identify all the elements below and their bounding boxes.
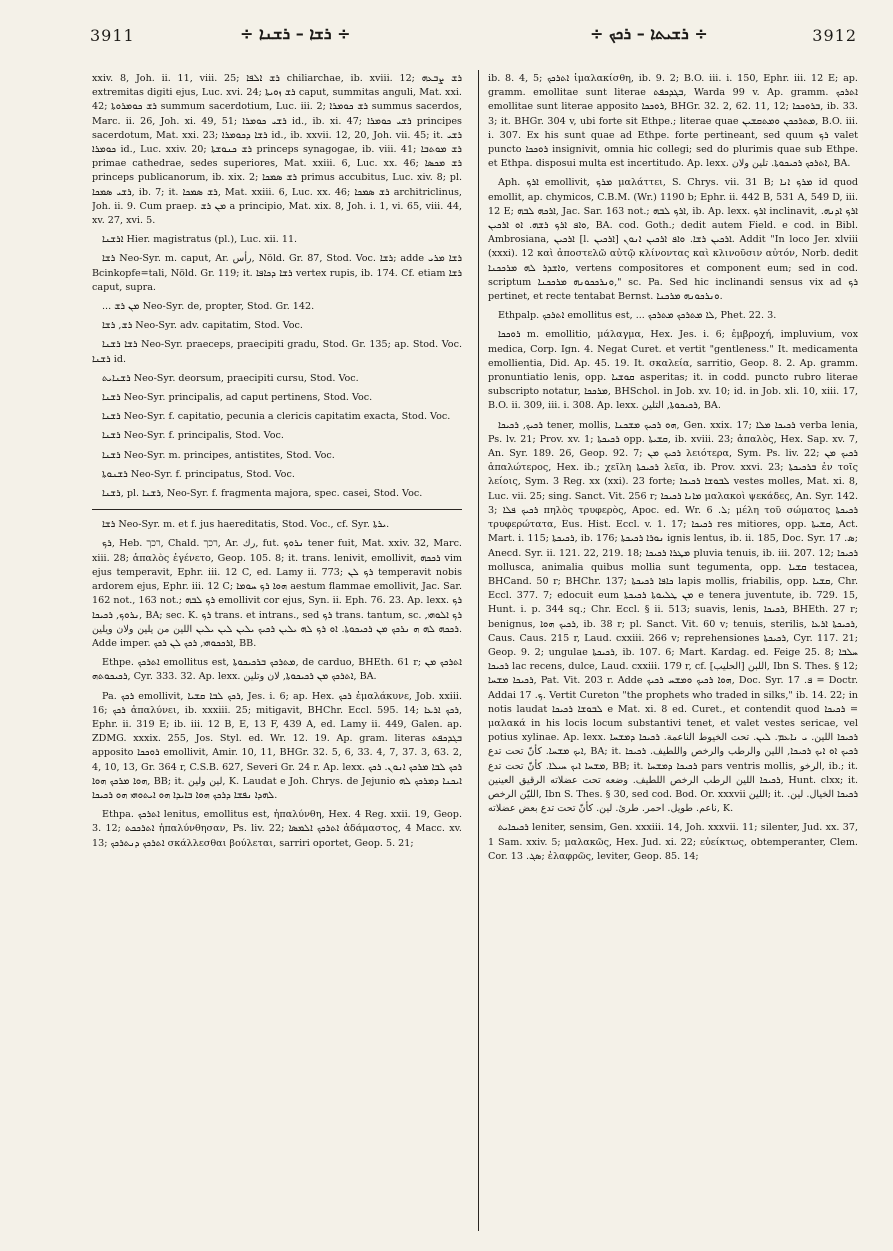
left-column bbox=[92, 72, 462, 1231]
dictionary-entry: ib. 8. 4, 5; ܐܬܪܟܟ ἱμαλακίσθη, ib. 9. 2; B.O. iii. i. 150, Ephr. iii. 12 E; ap. gramm. emollitae sunt literae ܒܓܕܟܦܬ, Warda 99 v. Ap. gramm. ܐܬܪܟܟ emollitae sunt literae apposito ܪܘܟܟܐ, BHGr. 32. 2, 62. 11, 12; ܒܪܘܟܟܐ, ib. 33. 3; it. BHGr. 304 v, ubi forte sit Ethpe.; literae quae ܡܬܪܟܟܢ ܘܡܬܩܫܝܢ, B.O. iii. i. 307. Ex his sunt quae ad Ethpe. forte pertineant, sed quum ܪܟ valet puncto ܪܘܟܟܐ insignivit, omnia hic collegi; sed do plurimis quae sub Ethpe. et Ethpa. disposui multa est incertitudo. Ap. lexx. ܐܬܪܟܟ ܪܟܝܟܘܬܐ. تلين ولان, BA. bbox=[488, 73, 858, 170]
dictionary-entry: ܪܟ, Heb. רכך, Chald. רכך, Ar. رك, fut. ܢܪܘܟ tener fuit, Mat. xxiv. 32, Marc. xiii. 28; ἁπαλὸς ἐγένετο, Geop. 105. 8; it. trans. lenivit, emollivit, ܪܟܟܗ vim ejus temperavit, Ephr. iii. 12 C, ed. Lamy ii. 773; ܪܟ ܠܢ temperavit nobis ardorem ejus, Ephr. iii. 12 C; ܗܘܐ ܪܟ ܚܘܡܐ aestum flammae emollivit, Jac. Sar. 162 not., 163 not.; ܪܟ ܠܒܗ emollivit cor ejus, Syn. ii. Eph. 76. 23. Ap. lexx. ܪܟ ܢܪܘܟ, ܪܟܝܟܐ, BA; sec. K. ܪܟ trans. et intrans., sed ܪܟ trans. tantum, sc. ܪܟ ܐܠܘܗܝ, ܪܟܟܗ ܠܗ ܗ ܢܪܟܟ ܡܢ ܪܟܝܟܘܬܐ. ܐܘ ܪܟ ܠܗ ܝܠܝܢ ܪܟܝܟ ܝܠܝܢ ܠܝܢ ܝܠܝܢ اللين من يلين ولان ويلين. Adde imper. ܐܪܟܟܘܗܝ, ܪܟܟ ܠܢ ܪܟܟ, BB. bbox=[92, 538, 462, 649]
dictionary-entry: Ethpe. ܐܬܪܟܟ emollitus est, ܡܬܪܟܟ ܒܪܟܝܟܘܬܐ, de carduo, BHEth. 61 r; ܐܬܪܟܟ ܡܢ ܪܟܝܟܘܬܗ, Cyr. 333. 32. Ap. lexx. ܐܬܪܟܟ ܡܢ ܪܟܝܟܘܬܐ, لان وتلين, BA. bbox=[92, 657, 462, 683]
dictionary-entry: ܪܟܝܟܐܝܬ leniter, sensim, Gen. xxxiii. 14, Joh. xxxvii. 11; silenter, Jud. xx. 37, 1 Sam. xxiv. 5; μαλακῶς, Hex. Jud. xi. 22; εὐείκτως, obtemperanter, Clem. Cor. ܣܓ. 13; ἐλαφρῶς, leviter, Geop. 85. 14; bbox=[488, 822, 858, 862]
right-page-number: 3912 bbox=[812, 26, 857, 45]
left-running-head: ÷ ܪܫܐ – ܪܫܢܐ ÷ bbox=[240, 24, 351, 43]
dictionary-entry: ... ܡܢ ܪܫ Neo-Syr. de, propter, Stod. Gr. 142. bbox=[102, 301, 315, 313]
page-header bbox=[90, 18, 857, 58]
dictionary-entry: ܪܫܐ Neo-Syr. m. et f. jus haereditatis, Stod. Voc., cf. Syr. ܝܪܬܐ. bbox=[102, 519, 390, 531]
left-page-number: 3911 bbox=[90, 26, 135, 45]
dictionary-entry: ܪܫܢܐ, pl. ܪܫܢܐ, Neo-Syr. f. fragmenta majora, spec. casei, Stod. Voc. bbox=[102, 488, 423, 500]
dictionary-entry: Aph. ܐܪܟ emollivit, ܡܪܟ μαλάττει, S. Chrys. vii. 31 B; ܡܪܟ ܐܢܐ id quod emollit, ap. chymicos, C.B.M. (Wr.) 1190 b; Ephr. ii. 442 B, 531 A, 549 D, iii. 12 E; ܐܪܟܗ ܠܒܗ, Jac. Sar. 163 not.; ܐܪܟ ܠܒܗ, ib. Ap. lexx. ܐܪܟ inclinavit, ܐܪܟ ܐܕܢܗ. ܘܐܦ ܐܪܟ ܪܫܗ. ܐܘ ܐܪܟܝܢ, BA. cod. Goth.; dedit autem Field. e cod. in Bibl. Ambrosiana, ܐܪܟܝܢ [l. ܐܪܟܝܢ] ܐܪܟܝܢ ܪܫܐ. ܘܐܦ ܐܪܟܝܢ ܐܢܘܢ. Addit "In loco Jer. xlviii (xxxi). 12 καὶ ἀποστελῶ αὐτῷ κλίνοντας καὶ κλινοῦσιν αὐτόν, Norb. dedit ܘܐܫܕܪ ܠܗ ܡܪܟܟܢܐ, vertens compositores et component eum; sed in cod. scriptum ܘܢܪܟܟܘܢܗ ܡܪܟܟܢܐ," sc. Pa. Sed hic inclinandi sensus vix ad ܪܟ pertinet, et recte tentabat Bernst. ܘܢܪܟܘܢܗ ܡܪܟܢܐ. bbox=[488, 177, 858, 303]
right-running-head: ÷ ܪܫܝܬܐ – ܪܟܟ ÷ bbox=[590, 24, 708, 43]
dictionary-entry: ܪܘܟܟܐ m. emollitio, μάλαγμα, Hex. Jes. i. 6; ἐμβροχή, impluvium, vox medica, Corp. Ign. 4. Negat Curet. et vertit "gentleness." It. medicamenta emollientia, Did. Ap. 45. 19. It. σκαλεία, sarritio, Geop. 8. 2. Ap. gramm. pronuntiatio lenis, opp. ܩܘܫܝܐ asperitas; it. in codd. puncto rubro literae subscripto notatur, ܡܪܟܟܐ, BHSchol. in Job. xv. 10; id. in Job. xli. 10, xiii. 17, B.O. ii. 309, iii. i. 308. Ap. lexx. ܪܟܝܟܘܬܐ, التلين, BA. bbox=[488, 329, 858, 412]
dictionary-entry: ܪܟܝܟ, ܪܟܝܟܐ tener, mollis, ܗܘ ܪܟܝܟ ܡܫܟܢܐ, Gen. xxix. 17; ܪܟܝܟܐ ܡܠܐ verba lenia, Ps. lv. 21; Prov. xv. 1; ܪܟܝܟܬܐ opp. ܩܫܝܬܐ, ib. xviii. 23; ἁπαλὸς, Hex. Sap. xv. 7, An. Syr. 189. 26, Geop. 92. 7; ܪܟܝܟ ܡܢ λειότερα, Sym. Ps. liv. 22; ܪܟܝܟ ܡܢ ἁπαλώτερος, Hex. ib.; χεῖλη ܪܟܝܟܬܐ λεῖα, ib. Prov. xxvi. 23; ܒܪܟܝܟܬܐ ἐν τοῖς λείοις, Sym. 3 Reg. xx (xxi). 23 forte; ܠܒܘܫܐ ܪܟܝܟܐ vestes molles, Mat. xi. 8, Luc. vii. 25; sing. Sanct. Vit. 256 r; ܡܐܢܐ ܪܟܝܟܐ μαλακοὶ ψεκάδες, An. Syr. 142. 3; ܪܟܝܟ ܦܠܐ πηλὸς τρυφερὸς, Apoc. ed. Wr. ܠ. 6; μέλη τοῦ σώματος ܪܟܝܟܬܐ τρυφερώτατα, Eus. Hist. Eccl. v. 1. 17; ܪܟܝܟܐ res mitiores, opp. ܩܫܝܬܐ, Act. Mart. i. 115; ܪܟܝܟܬܐ, ib. 176; ܢܘܪܐ ܪܟܝܟܬܐ ignis lentus, ib. ii. 185, Doc. Syr. ܣ. 17; Anecd. Syr. ii. 121. 22, 219. 18; ܡܛܪܐ ܪܟܝܟܐ pluvia tenuis, ib. iii. 207. 12; ܪܟܝܟܐ mollusca, animalia quibus mollia sunt tegumenta, opp. ܩܫܝܐ testacea, BHCand. 50 r; BHChr. 137; ܟܐܦܐ ܪܟܝܟܬܐ lapis mollis, friabilis, opp. ܩܫܝܐ, Chr. Eccl. 377. 7; edocuit eum ܡܢ ܛܠܝܘܬܐ ܪܟܝܟܬܐ e tenera juventute, ib. 729. 15, Hunt. i. p. 344 sq.; Chr. Eccl. § ii. 513; suavis, lenis, ܪܟܝܟܐ, BHEth. 27 r; benignus, ܪܟܝܟ ܗܘܐ, ib. 38 r; pl. Sanct. Vit. 60 v; tenuis, sterilis, ܪܟܝܟܬܐ ܐܪܥܐ, Caus. Caus. 215 r, Laud. cxxiii. 266 v; reprehensiones ܪܟܝܟܬܐ, Cyr. 117. 21; Geop. 9. 2; ungulae ܪܟܝܟܬܐ, ib. 107. 6; Mart. Kardag. ed. Feige 25. 8; ܚܠܒܐ ܪܟܝܟܐ lac recens, dulce, Laud. cxxiii. 179 r, cf. اللبن [الحليب], Ibn S. Thes. § 12; ܪܟܝܟܐ ܡܫܚܐ, Pat. Vit. 203 r. Adde ܗܘܐ ܪܟܝܟ ܘܡܫܚ ܪܟܝܟ, Doc. Syr. ܦ. 17 = Doctr. Addai ܟ. 17. Vertit Cureton "the prophets who traded in silks," ib. 14. 22; in notis laudat ܠܒܘܫܐ ܪܟܝܟܐ e Mat. xi. 8 ed. Curet., et contendit quod ܪܟܝܟܐ = μαλακά in his locis locum substantivi tenet, et valet vestes sericae, vel potius xylinae. Ap. lexx. ܪܟܝܟܐ اللين. ܝ ܢܐܥܡ. ܠܝܢ. تحت الخيوط الناعمة. ܪܟܝܟܐ ܕܡܫܚܐ ܐܝܟ ܡܫܚܐ. كأنّ تحت تدع, BA; it. ܪܟܝܟ ܐܘ ܐܝܟ ܪܟܝܟܐ, اللين والرطب والرخص واللطيف. ܪܟܝܟܐ ܡܫܚܐ ܐܝܟ ܚܝܠܐ. كأنّ تحت تدع, BB; it. ܪܟܝܟܐ ܕܡܫܚܐ pars ventris mollis, الرخو, ib.; it. ܪܟܝܟܐ اللين الرطب الرخص اللطيف. وضعه تحت عضلاته الرقيق العينين, Hunt. clxx; it. الليّن الرخص, Ibn S. Thes. § 30, sed cod. Bod. Or. xxxvii اللين; it. ܪܟܝܟܐ الخيال. لين. ناعم. طويل. احمر. طرئ. لين. كأنّ تحت تدع بعض عضلاته, K. bbox=[488, 419, 858, 815]
dictionary-entry: Ethpa. ܐܬܪܟܟ lenitus, emollitus est, ἠπαλύνθη, Hex. 4 Reg. xxii. 19, Geop. 3. 12; ܐܬܪܟܟܬ ἠπαλύνθησαν, Ps. liv. 22; ܐܬܪܟܟ ܐܠܡܣܐ ἀδάμαστος, 4 Macc. xv. 13; ܐܬܪܟܟ ܕܢܬܪܟܟ σκάλλεσθαι βούλεται, sarriri oportet, Geop. 5. 21; bbox=[92, 809, 462, 849]
dictionary-entry: ܪܫܐ Neo-Syr. m. caput, Ar. رأس, Nöld. Gr. 87, Stod. Voc. ܪܫܐ; adde ܪܫܐ ܡܪܝ Bcinkopfe=tali, Nöld. Gr. 119; it. ܪܫܐ ܕܟܐܦܐ vertex rupis, ib. 174. Cf. etiam ܪܫܐ caput, supra. bbox=[92, 253, 462, 293]
dictionary-entry: ܪܫ, ܪܫܐ Neo-Syr. adv. capitatim, Stod. Voc. bbox=[102, 320, 303, 332]
right-column bbox=[488, 72, 858, 1231]
section-separator bbox=[92, 509, 462, 510]
dictionary-entry: xxiv. 8, Joh. ii. 11, viii. 25; ܪܫ ܐܠܦܐ chiliarchae, ib. xviii. 12; ܪܫ ܨܒܥܗ extremitas digiti ejus, Luc. xvi. 24; ܪܫ ܙܘܝܬܐ caput, summitas anguli, Mat. xxi. 42; ܪܫ ܟܘܡܪܘܬܐ summum sacerdotium, Luc. iii. 2; ܪܫ ܟܘܡܪܐ summus sacerdos, Marc. ii. 26, Joh. xi. 49, 51; ܪܫܝ ܟܘܡܪܐ id., ib. xi. 47; ܪܫܝ ܟܘܡܪܐ principes sacerdotum, Mat. xxi. 23; ܪܫܐ ܕܟܘܡܪܐ id., ib. xxvii. 12, 20, Joh. vii. 45; it. ܪܫܝ ܟܘܡܪܐ id., Luc. xxiv. 20; ܪܫ ܟܢܘܫܬܐ princeps synagogae, ib. viii. 41; ܪܫ ܡܘܬܒܐ primae cathedrae, sedes superiores, Mat. xxiii. 6, Luc. xx. 46; ܪܫ ܡܟܣܐ princeps publicanorum, ib. xix. 2; ܪܫ ܣܡܟܐ primus accubitus, Luc. xiv. 8; pl. ܪܫܝ ܣܡܟܐ, ib. 7; it. ܪܫ ܣܡܟܐ, Mat. xxiii. 6, Luc. xx. 46; ܪܫ ܣܡܟܐ architriclinus, Joh. ii. 9. Cum praep. ܡܢ ܪܫ a principio, Mat. xix. 8, Joh. i. 1, vi. 65, viii. 44, xv. 27, xvi. 5. bbox=[92, 73, 462, 227]
dictionary-entry: ܪܫܢܐ Neo-Syr. principalis, ad caput pertinens, Stod. Voc. bbox=[102, 392, 373, 404]
dictionary-entry: ܪܫܐ ܪܫܢܐ Neo-Syr. praeceps, praecipiti gradu, Stod. Gr. 135; ap. Stod. Voc. ܪܫܢܐ id. bbox=[92, 339, 462, 365]
dictionary-entry: ܪܫܢܐ Neo-Syr. f. principalis, Stod. Voc. bbox=[102, 430, 284, 442]
dictionary-entry: ܪܫܢܘܬܐ Neo-Syr. f. principatus, Stod. Voc. bbox=[102, 468, 295, 480]
dictionary-entry: Ethpalp. ܐܬܪܟܟ emollitus est, ... ܠܐ ܡܬܪܟܟ ܡܬܪܟܟ, Phet. 22. 3. bbox=[498, 310, 777, 322]
dictionary-entry: ܪܫܢܐܝܬ Neo-Syr. deorsum, praecipiti cursu, Stod. Voc. bbox=[102, 372, 359, 384]
dictionary-entry: ܪܫܢܐ Neo-Syr. m. principes, antistites, Stod. Voc. bbox=[102, 449, 335, 461]
dictionary-entry: ܪܫܢܐ Neo-Syr. f. capitatio, pecunia a clericis capitatim exacta, Stod. Voc. bbox=[102, 411, 451, 423]
column-divider bbox=[478, 70, 479, 1231]
dictionary-entry: ܐܪܫܢܐ Hier. magistratus (pl.), Luc. xii. 11. bbox=[102, 234, 298, 246]
dictionary-entry: Pa. ܪܟܟ emollivit, ܪܟܟ ܠܒܐ ܩܫܝܐ, Jes. i. 6; ap. Hex. ܪܟܟ ἐμαλάκυνε, Job. xxiii. 16; ܪܟܟ ἀπαλύνει, ib. xxxiii. 25; mitigavit, BHChr. Eccl. 595. 14; ܪܟܟ ܐܪܥܐ, Ephr. ii. 319 E; ib. iii. 12 B, E, 13 F, 439 A, ed. Lamy ii. 449, Galen. ap. ZDMG. xxxix. 255, Jos. Styl. ed. Wr. 12. 19. Ap. gram. literas ܒܓܕܟܦܬ apposito ܪܘܟܟܐ emollivit, Amir. 10, 11, BHGr. 32. 5, 6, 33. 4, 7, 37. 3, 63. 2, 4, 10, 13, Gr. 364 r, C.S.B. 627, Severi Gr. 24 r. Ap. lexx. ܪܟܟ ܠܒܐ ܡܪܟܟ ܐܢܘܢ. ܪܟܟ ܗܘܐ ܡܪܟܟ ܗܘܐ, BB; it. لين ولين, K. Laudat e Joh. Chrys. de Jejunio ܐܝܟܢܐ ܕܡܪܟܟ ܠܗ ܠܗܕܐ ܢܦܫܐ ܕܪܟܟ ܗܘܐ ܒܐܝܕܐ ܗܘ ܐܝܬܘܗܝ ܗܘ ܪܟܝܟܐ. bbox=[92, 690, 462, 801]
